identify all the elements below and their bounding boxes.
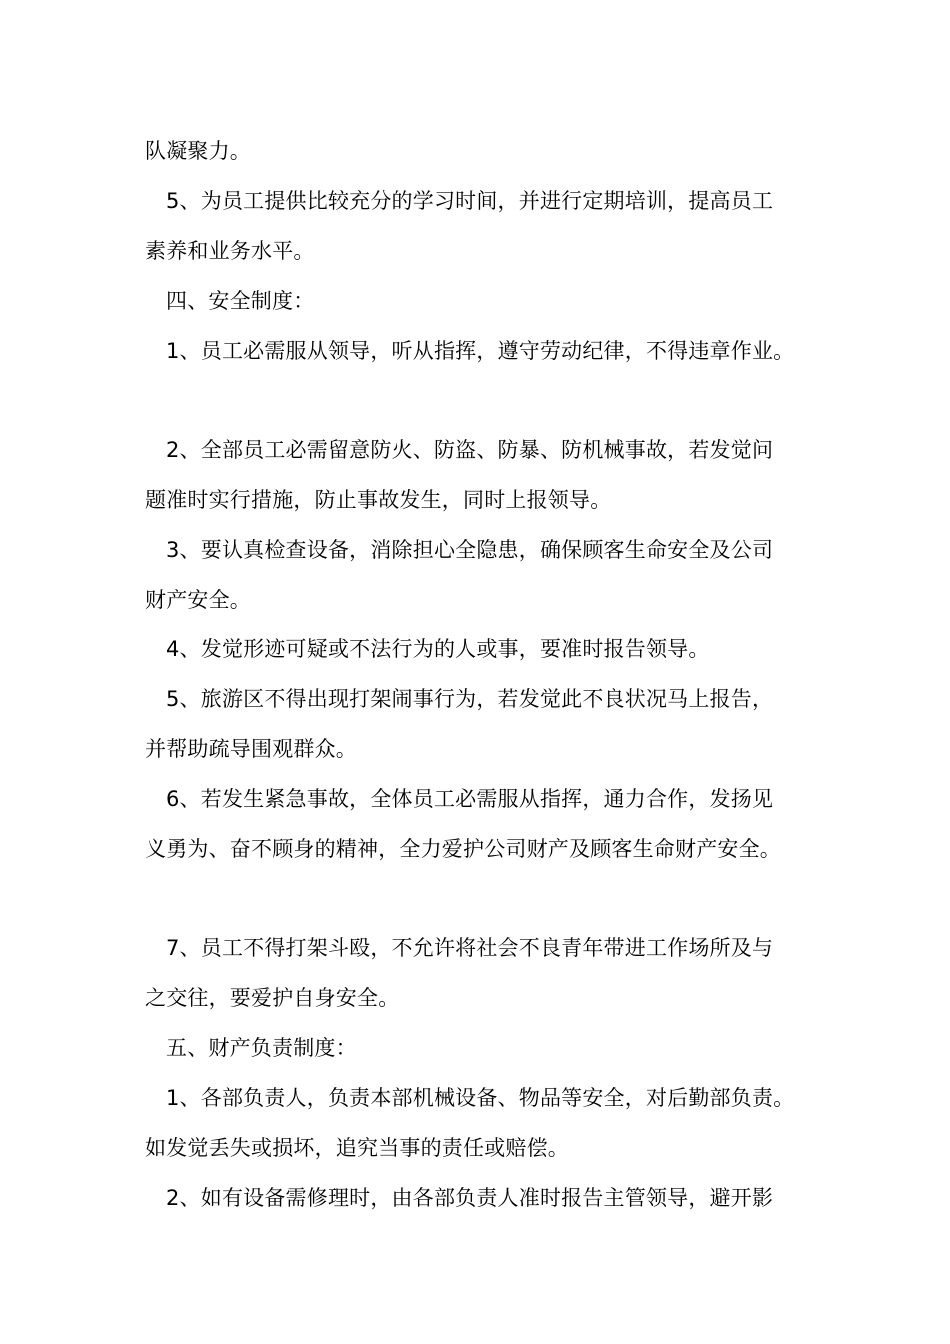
text-line: 财产安全。 [145, 588, 251, 612]
text-line: 6、若发生紧急事故，全体员工必需服从指挥，通力合作，发扬见 [166, 787, 774, 811]
text-line: 5、旅游区不得出现打架闹事行为，若发觉此不良状况马上报告， [166, 687, 774, 711]
text-line: 并帮助疏导围观群众。 [145, 737, 357, 761]
text-line: 素养和业务水平。 [145, 239, 315, 263]
text-line: 1、各部负责人，负责本部机械设备、物品等安全，对后勤部负责。 [166, 1086, 795, 1110]
text-line: 2、如有设备需修理时，由各部负责人准时报告主管领导，避开影 [166, 1186, 774, 1210]
text-line: 1、员工必需服从领导，听从指挥，遵守劳动纪律，不得违章作业。 [166, 339, 795, 363]
text-line: 3、要认真检查设备，消除担心全隐患，确保顾客生命安全及公司 [166, 538, 774, 562]
text-line: 题准时实行措施，防止事故发生，同时上报领导。 [145, 488, 612, 512]
text-line: 7、员工不得打架斗殴，不允许将社会不良青年带进工作场所及与 [166, 936, 774, 960]
text-line: 义勇为、奋不顾身的精神，全力爱护公司财产及顾客生命财产安全。 [145, 837, 781, 861]
text-line: 4、发觉形迹可疑或不法行为的人或事，要准时报告领导。 [166, 637, 710, 661]
section-heading: 五、财产负责制度： [166, 1036, 357, 1060]
text-line: 如发觉丢失或损坏，追究当事的责任或赔偿。 [145, 1136, 569, 1160]
text-line: 2、全部员工必需留意防火、防盗、防暴、防机械事故，若发觉问 [166, 438, 774, 462]
text-line: 队凝聚力。 [145, 139, 251, 163]
section-heading: 四、安全制度： [166, 289, 315, 313]
text-line: 5、为员工提供比较充分的学习时间，并进行定期培训，提高员工 [166, 189, 774, 213]
text-line: 之交往，要爱护自身安全。 [145, 986, 400, 1010]
